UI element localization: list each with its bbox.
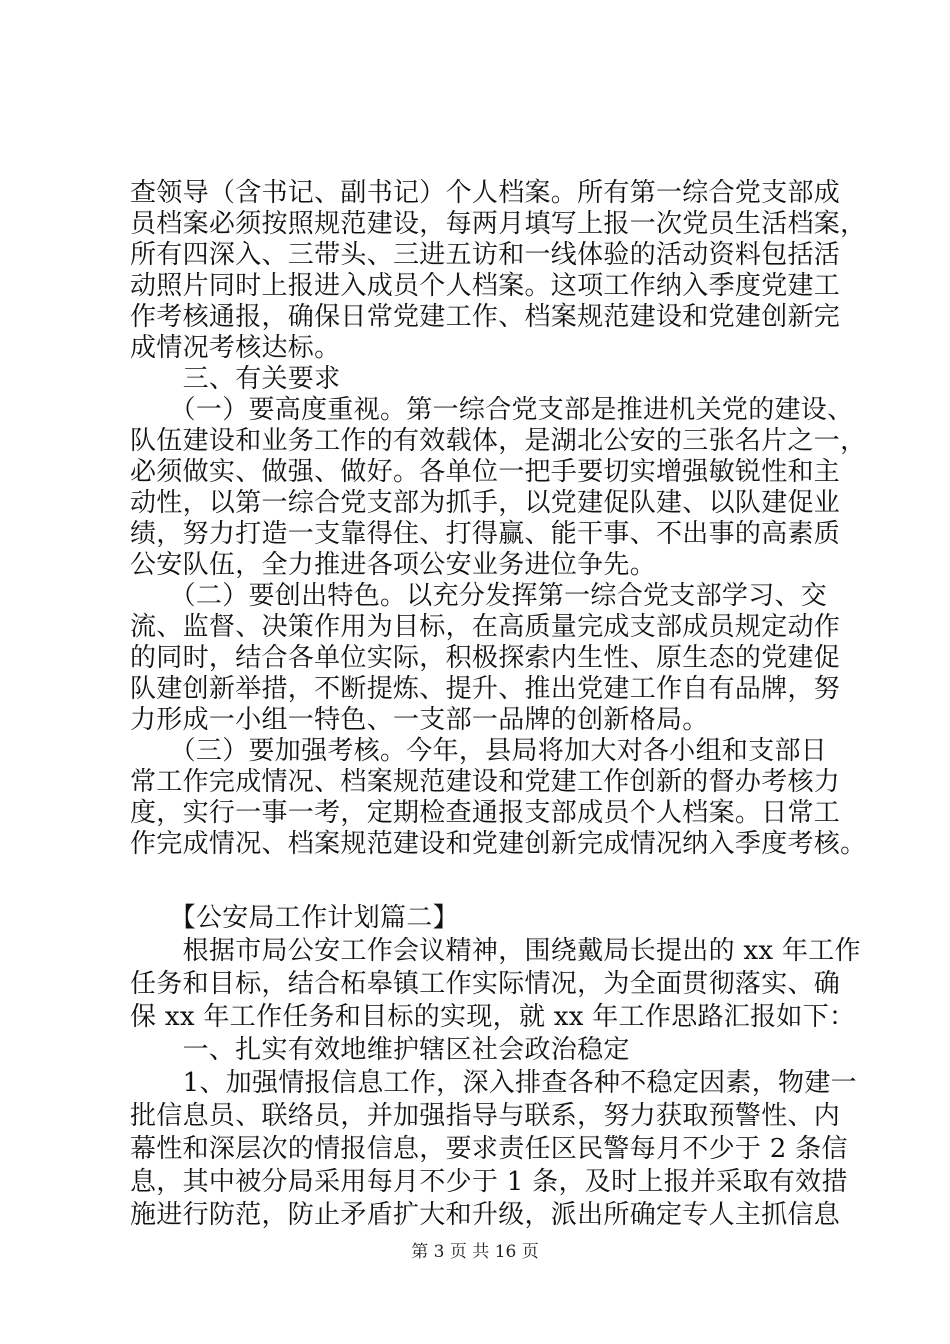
body-text-line: 队伍建设和业务工作的有效载体，是湖北公安的三张名片之一， bbox=[130, 426, 867, 456]
body-text-line: 流、监督、决策作用为目标，在高质量完成支部成员规定动作 bbox=[130, 612, 841, 642]
body-text-line: （二）要创出特色。以充分发挥第一综合党支部学习、交 bbox=[130, 581, 828, 611]
body-text-line: 度，实行一事一考，定期检查通报支部成员个人档案。日常工 bbox=[130, 798, 841, 828]
body-text-line: 队建创新举措，不断提炼、提升、推出党建工作自有品牌，努 bbox=[130, 674, 841, 704]
body-text-line: 的同时，结合各单位实际，积极探索内生性、原生态的党建促 bbox=[130, 643, 841, 673]
body-text-line: 员档案必须按照规范建设，每两月填写上报一次党员生活档案， bbox=[130, 209, 867, 239]
body-text-line: 1、加强情报信息工作，深入排查各种不稳定因素，物建一 bbox=[130, 1068, 857, 1098]
body-text-line: 动照片同时上报进入成员个人档案。这项工作纳入季度党建工 bbox=[130, 271, 841, 301]
body-text-line: 施进行防范，防止矛盾扩大和升级，派出所确定专人主抓信息 bbox=[130, 1200, 841, 1230]
body-text-line: （一）要高度重视。第一综合党支部是推进机关党的建设、 bbox=[130, 395, 854, 425]
body-text-line: 成情况考核达标。 bbox=[130, 333, 341, 363]
body-text-line: （三）要加强考核。今年，县局将加大对各小组和支部日 bbox=[130, 736, 828, 766]
body-text-line: 公安队伍，全力推进各项公安业务进位争先。 bbox=[130, 550, 657, 580]
body-text-line: 作考核通报，确保日常党建工作、档案规范建设和党建创新完 bbox=[130, 302, 841, 332]
body-text-line: 作完成情况、档案规范建设和党建创新完成情况纳入季度考核。 bbox=[130, 829, 867, 859]
section-title: 【公安局工作计划篇二】 bbox=[130, 903, 459, 933]
body-text-line: 常工作完成情况、档案规范建设和党建工作创新的督办考核力 bbox=[130, 767, 841, 797]
page-footer: 第 3 页 共 16 页 bbox=[411, 1242, 539, 1262]
body-text-line: 保 xx 年工作任务和目标的实现，就 xx 年工作思路汇报如下： bbox=[130, 1002, 856, 1032]
body-text-line: 幕性和深层次的情报信息，要求责任区民警每月不少于 2 条信 bbox=[130, 1134, 848, 1164]
body-text-line: 查领导（含书记、副书记）个人档案。所有第一综合党支部成 bbox=[130, 178, 841, 208]
body-text-line: 所有四深入、三带头、三进五访和一线体验的活动资料包括活 bbox=[130, 240, 841, 270]
section-heading: 三、有关要求 bbox=[130, 364, 341, 394]
body-text-line: 动性，以第一综合党支部为抓手，以党建促队建、以队建促业 bbox=[130, 488, 841, 518]
body-text-line: 根据市局公安工作会议精神，围绕戴局长提出的 xx 年工作 bbox=[130, 936, 861, 966]
body-text-line: 息，其中被分局采用每月不少于 1 条，及时上报并采取有效措 bbox=[130, 1167, 848, 1197]
body-text-line: 批信息员、联络员，并加强指导与联系，努力获取预警性、内 bbox=[130, 1101, 841, 1131]
body-text-line: 绩，努力打造一支靠得住、打得赢、能干事、不出事的高素质 bbox=[130, 519, 841, 549]
body-text-line: 必须做实、做强、做好。各单位一把手要切实增强敏锐性和主 bbox=[130, 457, 841, 487]
body-text-line: 任务和目标，结合柘皋镇工作实际情况，为全面贯彻落实、确 bbox=[130, 969, 841, 999]
body-text-line: 力形成一小组一特色、一支部一品牌的创新格局。 bbox=[130, 705, 709, 735]
section-heading: 一、扎实有效地维护辖区社会政治稳定 bbox=[130, 1035, 630, 1065]
